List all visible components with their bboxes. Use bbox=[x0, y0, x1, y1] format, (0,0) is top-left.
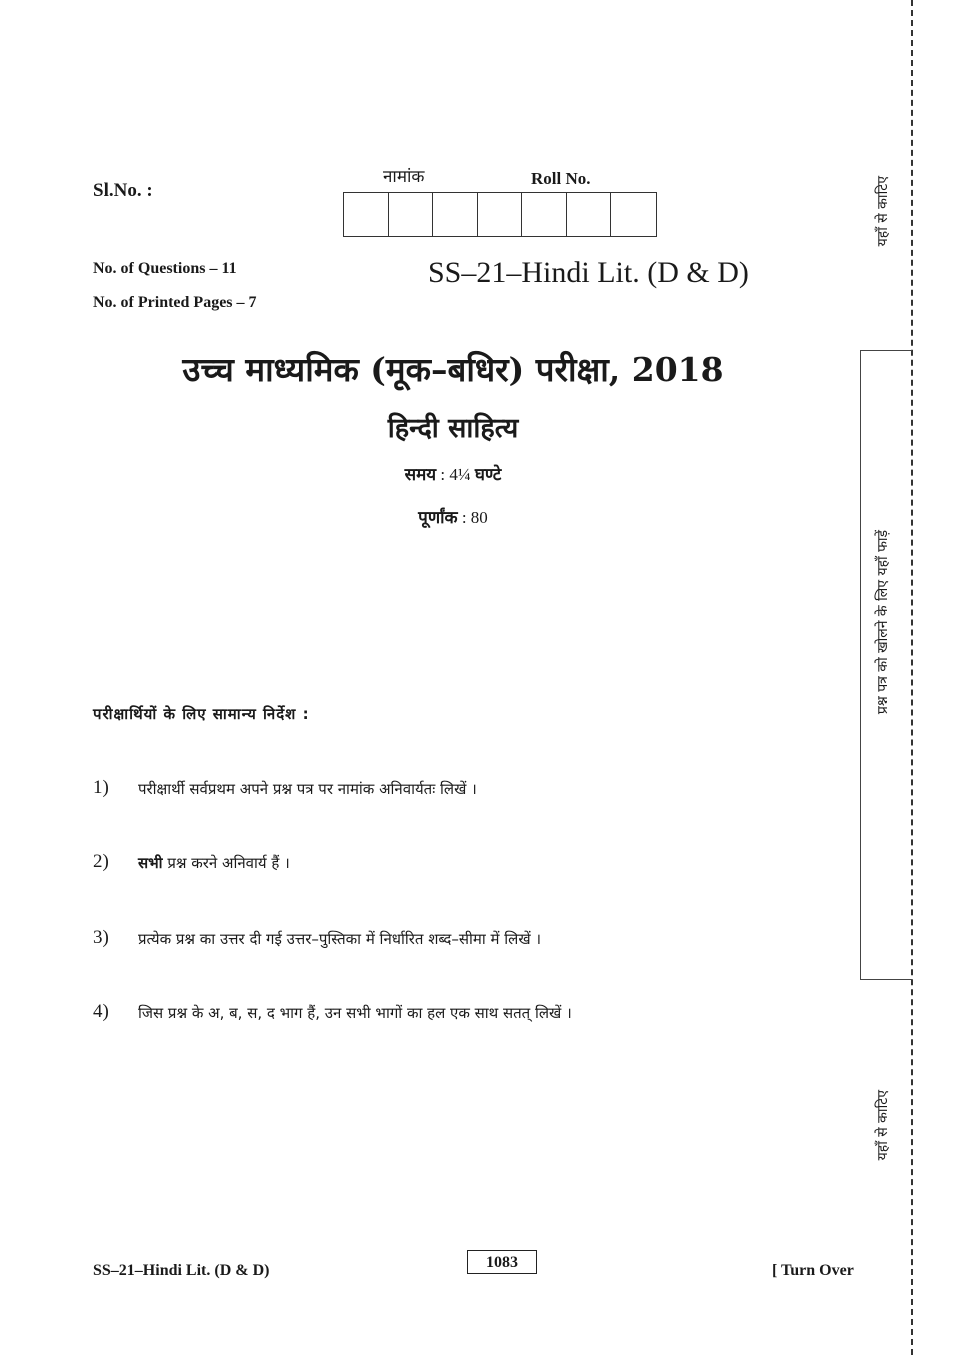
instructions-heading: परीक्षार्थियों के लिए सामान्य निर्देश : bbox=[93, 705, 310, 723]
cut-here-label-bottom: यहाँ से काटिए bbox=[875, 1090, 891, 1161]
instruction-number: 3) bbox=[93, 927, 109, 948]
instruction-text: परीक्षार्थी सर्वप्रथम अपने प्रश्न पत्र पर नामांक अनिवार्यतः लिखें । bbox=[138, 780, 477, 798]
marks-label: पूर्णांक bbox=[418, 508, 458, 528]
roll-digit-box[interactable] bbox=[344, 193, 389, 236]
roll-number-boxes[interactable] bbox=[343, 192, 657, 237]
roll-label-hindi: नामांक bbox=[383, 167, 425, 187]
instruction-text: प्रत्येक प्रश्न का उत्तर दी गई उत्तर–पुस्तिका में निर्धारित शब्द–सीमा में लिखें । bbox=[138, 930, 542, 948]
instruction-item bbox=[93, 777, 477, 799]
paper-code: SS–21–Hindi Lit. (D & D) bbox=[428, 256, 749, 289]
footer-paper-code: SS–21–Hindi Lit. (D & D) bbox=[93, 1262, 270, 1279]
instruction-number: 2) bbox=[93, 851, 109, 872]
page-code-box: 1083 bbox=[467, 1250, 537, 1274]
exam-title: उच्च माध्यमिक (मूक–बधिर) परीक्षा, 2018 bbox=[182, 350, 724, 389]
roll-label-english: Roll No. bbox=[531, 169, 591, 188]
instruction-item bbox=[93, 927, 541, 949]
serial-number-label: Sl.No. : bbox=[93, 180, 153, 201]
tear-to-open-label: प्रश्न पत्र को खोलने के लिए यहाँ फाड़ें bbox=[875, 530, 891, 715]
instruction-text: प्रश्न करने अनिवार्य हैं । bbox=[162, 854, 290, 872]
time-value: : 4¼ bbox=[440, 465, 471, 484]
instruction-text: जिस प्रश्न के अ, ब, स, द भाग हैं, उन सभी भागों का हल एक साथ सतत् लिखें । bbox=[138, 1004, 572, 1022]
instruction-number: 4) bbox=[93, 1001, 109, 1022]
instruction-item bbox=[93, 851, 290, 873]
roll-digit-box[interactable] bbox=[522, 193, 567, 236]
subject-title: हिन्दी साहित्य bbox=[387, 413, 519, 444]
marks-value: : 80 bbox=[461, 508, 488, 527]
roll-digit-box[interactable] bbox=[389, 193, 434, 236]
instruction-emphasis: सभी bbox=[138, 854, 163, 872]
exam-duration bbox=[0, 462, 906, 485]
instruction-item bbox=[93, 1001, 572, 1023]
instruction-number: 1) bbox=[93, 777, 109, 798]
question-count: No. of Questions – 11 bbox=[93, 260, 237, 277]
roll-digit-box[interactable] bbox=[567, 193, 612, 236]
time-label: समय bbox=[404, 465, 437, 485]
roll-digit-box[interactable] bbox=[611, 193, 656, 236]
max-marks bbox=[0, 505, 906, 528]
roll-digit-box[interactable] bbox=[478, 193, 523, 236]
roll-digit-box[interactable] bbox=[433, 193, 478, 236]
cut-here-label-top: यहाँ से काटिए bbox=[875, 176, 891, 247]
printed-pages: No. of Printed Pages – 7 bbox=[93, 294, 257, 311]
turn-over-label: [ Turn Over bbox=[772, 1262, 854, 1279]
time-unit: घण्टे bbox=[474, 465, 502, 485]
